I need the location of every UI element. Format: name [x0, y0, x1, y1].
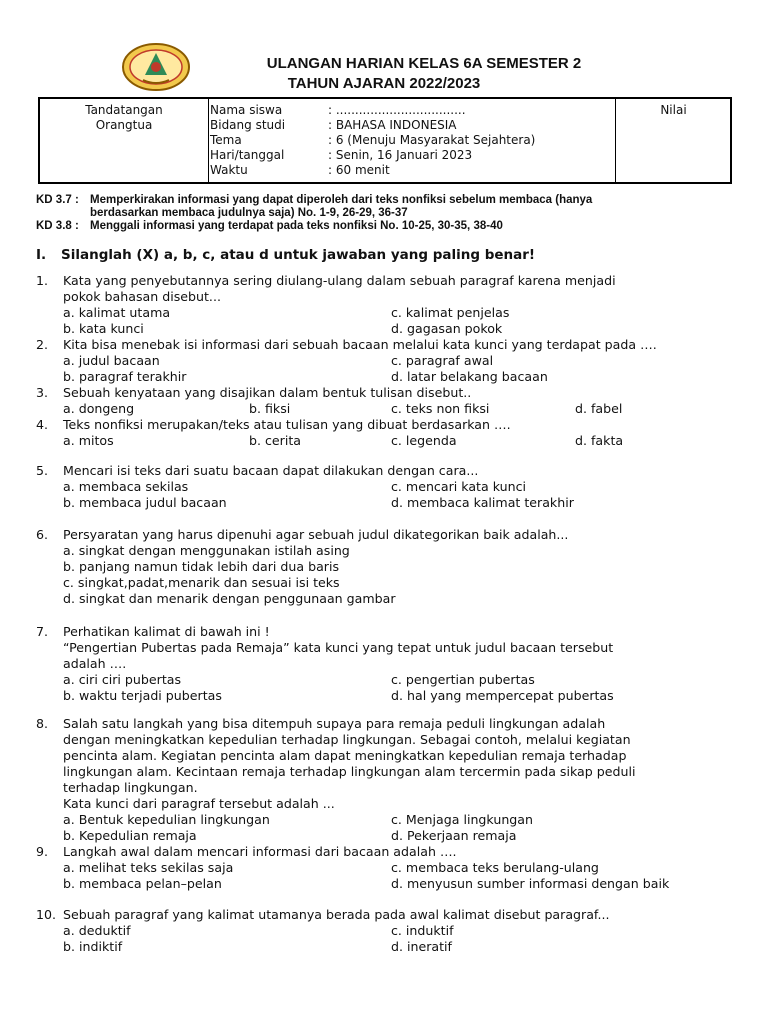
answer-option-b[interactable]: b. membaca judul bacaan [63, 495, 227, 510]
section-number: I. [36, 247, 47, 263]
answer-option-c[interactable]: c. singkat,padat,menarik dan sesuai isi teks [63, 575, 340, 590]
question-text: terhadap lingkungan. [63, 780, 198, 795]
field-value: : BAHASA INDONESIA [328, 118, 457, 132]
answer-option-b[interactable]: b. Kepedulian remaja [63, 828, 197, 843]
answer-option-b[interactable]: b. waktu terjadi pubertas [63, 688, 222, 703]
field-value: : 6 (Menuju Masyarakat Sejahtera) [328, 133, 536, 147]
answer-option-d[interactable]: d. singkat dan menarik dengan penggunaan gambar [63, 591, 396, 606]
question-text: pokok bahasan disebut... [63, 289, 221, 304]
answer-option-a[interactable]: a. deduktif [63, 923, 131, 938]
answer-option-c[interactable]: c. membaca teks berulang-ulang [391, 860, 599, 875]
answer-option-a[interactable]: a. singkat dengan menggunakan istilah asing [63, 543, 350, 558]
answer-option-a[interactable]: a. dongeng [63, 401, 135, 416]
answer-option-d[interactable]: d. menyusun sumber informasi dengan baik [391, 876, 670, 891]
answer-option-c[interactable]: c. mencari kata kunci [391, 479, 526, 494]
instruction-text: Silanglah (X) a, b, c, atau d untuk jawaban yang paling benar! [61, 247, 536, 263]
answer-option-b[interactable]: b. kata kunci [63, 321, 144, 336]
answer-option-a[interactable]: a. kalimat utama [63, 305, 171, 320]
answer-option-a[interactable]: a. melihat teks sekilas saja [63, 860, 234, 875]
answer-option-d[interactable]: d. latar belakang bacaan [391, 369, 548, 384]
answer-option-d[interactable]: d. fabel [575, 401, 623, 416]
question-text: dengan meningkatkan kepedulian terhadap lingkungan. Sebagai contoh, melalui kegiatan [63, 732, 631, 747]
student-identity-table [38, 97, 732, 184]
question-number: 7. [36, 624, 49, 639]
field-value: : Senin, 16 Januari 2023 [328, 148, 473, 162]
question-number: 1. [36, 273, 49, 288]
question-text: Kita bisa menebak isi informasi dari sebuah bacaan melalui kata kunci yang terdapat pada …. [63, 337, 657, 352]
question-text: Perhatikan kalimat di bawah ini ! [63, 624, 270, 639]
question-text: pencinta alam. Kegiatan pencinta alam dapat meningkatkan kepedulian remaja terhadap [63, 748, 627, 763]
question-text: lingkungan alam. Kecintaan remaja terhadap lingkungan alam tercermin pada sikap peduli [63, 764, 636, 779]
answer-option-b[interactable]: b. indiktif [63, 939, 123, 954]
question-text: Mencari isi teks dari suatu bacaan dapat dilakukan dengan cara... [63, 463, 479, 478]
answer-option-c[interactable]: c. pengertian pubertas [391, 672, 535, 687]
question-text: Teks nonfiksi merupakan/teks atau tulisan yang dibuat berdasarkan …. [63, 417, 511, 432]
answer-option-d[interactable]: d. Pekerjaan remaja [391, 828, 517, 843]
answer-option-b[interactable]: b. panjang namun tidak lebih dari dua baris [63, 559, 340, 574]
answer-option-d[interactable]: d. membaca kalimat terakhir [391, 495, 574, 510]
question-text: “Pengertian Pubertas pada Remaja” kata kunci yang tepat untuk judul bacaan tersebut [63, 640, 614, 655]
question-number: 5. [36, 463, 49, 478]
answer-option-d[interactable]: d. hal yang mempercepat pubertas [391, 688, 614, 703]
table-divider [208, 99, 209, 182]
competency-code: KD 3.8 : [36, 220, 79, 232]
competency-code: KD 3.7 : [36, 194, 79, 206]
question-text: Kata yang penyebutannya sering diulang-ulang dalam sebuah paragraf karena menjadi [63, 273, 616, 288]
answer-option-c[interactable]: c. induktif [391, 923, 454, 938]
competency-text: Memperkirakan informasi yang dapat diperoleh dari teks nonfiksi sebelum membaca (hanya [90, 194, 593, 206]
field-label: Tema [210, 133, 242, 147]
answer-option-b[interactable]: b. fiksi [249, 401, 291, 416]
answer-option-a[interactable]: a. membaca sekilas [63, 479, 189, 494]
field-value: : .................................. [328, 103, 466, 117]
answer-option-d[interactable]: d. ineratif [391, 939, 452, 954]
question-text: Langkah awal dalam mencari informasi dari bacaan adalah …. [63, 844, 457, 859]
competency-text: Menggali informasi yang terdapat pada teks nonfiksi No. 10-25, 30-35, 38-40 [90, 220, 503, 232]
question-text: Kata kunci dari paragraf tersebut adalah ... [63, 796, 335, 811]
score-label: Nilai [660, 103, 687, 117]
answer-option-c[interactable]: c. legenda [391, 433, 457, 448]
competency-text: berdasarkan membaca judulnya saja) No. 1-9, 26-29, 36-37 [90, 207, 408, 219]
answer-option-a[interactable]: a. ciri ciri pubertas [63, 672, 182, 687]
school-year-title: TAHUN AJARAN 2022/2023 [287, 75, 481, 92]
field-label: Hari/tanggal [210, 148, 285, 162]
question-number: 4. [36, 417, 49, 432]
question-number: 6. [36, 527, 49, 542]
question-number: 2. [36, 337, 49, 352]
parent-signature-cell [40, 103, 208, 133]
question-text: Salah satu langkah yang bisa ditempuh supaya para remaja peduli lingkungan adalah [63, 716, 606, 731]
answer-option-c[interactable]: c. teks non fiksi [391, 401, 490, 416]
answer-option-a[interactable]: a. Bentuk kepedulian lingkungan [63, 812, 270, 827]
answer-option-b[interactable]: b. membaca pelan–pelan [63, 876, 222, 891]
field-label: Waktu [210, 163, 248, 177]
question-text: Sebuah kenyataan yang disajikan dalam bentuk tulisan disebut.. [63, 385, 472, 400]
question-text: Persyaratan yang harus dipenuhi agar sebuah judul dikategorikan baik adalah... [63, 527, 569, 542]
field-value: : 60 menit [328, 163, 390, 177]
answer-option-b[interactable]: b. cerita [249, 433, 302, 448]
question-number: 9. [36, 844, 49, 859]
question-text: Sebuah paragraf yang kalimat utamanya berada pada awal kalimat disebut paragraf... [63, 907, 610, 922]
question-number: 8. [36, 716, 49, 731]
question-text: adalah …. [63, 656, 127, 671]
answer-option-b[interactable]: b. paragraf terakhir [63, 369, 187, 384]
answer-option-c[interactable]: c. kalimat penjelas [391, 305, 510, 320]
answer-option-c[interactable]: c. paragraf awal [391, 353, 494, 368]
field-label: Nama siswa [210, 103, 283, 117]
signature-label-line1: Tandatangan [85, 103, 163, 117]
signature-label-line2: Orangtua [95, 118, 153, 132]
answer-option-a[interactable]: a. judul bacaan [63, 353, 160, 368]
question-number: 3. [36, 385, 49, 400]
answer-option-c[interactable]: c. Menjaga lingkungan [391, 812, 533, 827]
answer-option-d[interactable]: d. gagasan pokok [391, 321, 503, 336]
question-number: 10. [36, 907, 57, 922]
exam-title: ULANGAN HARIAN KELAS 6A SEMESTER 2 [266, 55, 582, 72]
answer-option-a[interactable]: a. mitos [63, 433, 114, 448]
answer-option-d[interactable]: d. fakta [575, 433, 624, 448]
field-label: Bidang studi [210, 118, 286, 132]
